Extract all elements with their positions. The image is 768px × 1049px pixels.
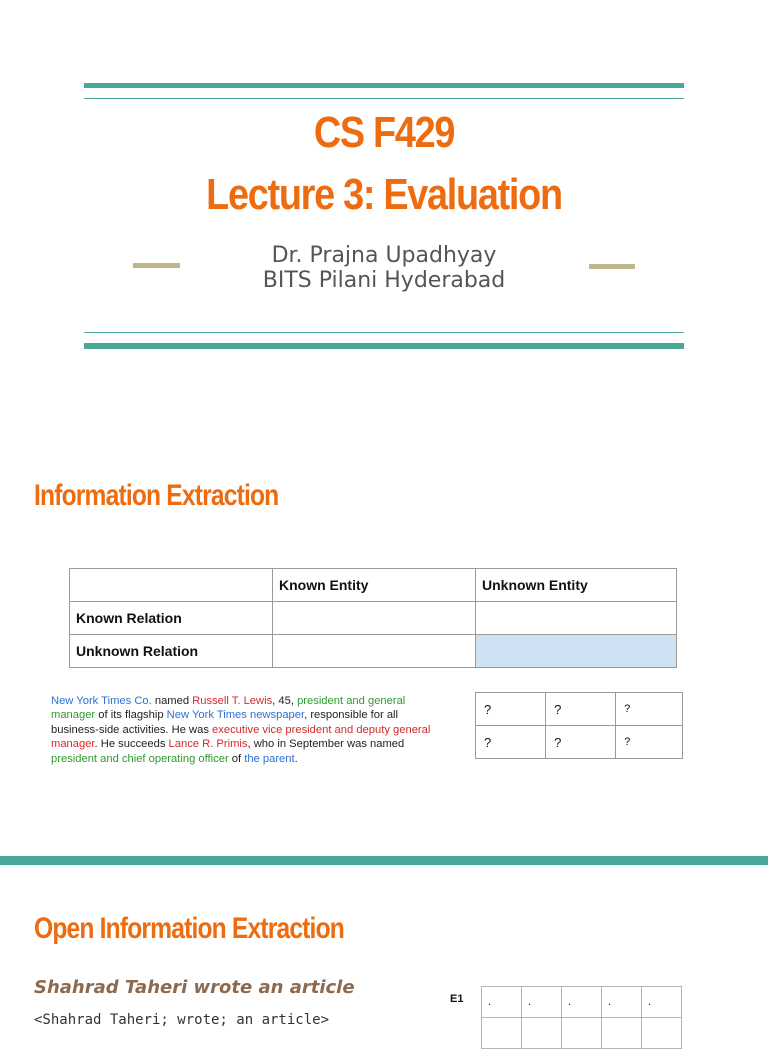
course-title: CS F429 — [313, 108, 455, 157]
grid-cell: . — [602, 987, 642, 1018]
grid-row-label: E1 — [450, 993, 464, 1005]
text-span: named — [151, 695, 193, 707]
ie-table-corner — [70, 569, 273, 602]
bottom-thin-rule — [84, 332, 684, 333]
lecture-title: Lecture 3: Evaluation — [206, 170, 562, 219]
entity-span: the parent — [244, 752, 295, 765]
example-sentence: Shahrad Taheri wrote an article — [34, 977, 355, 998]
ie-table-cell — [476, 602, 677, 635]
open-ie-heading: Open Information Extraction — [34, 912, 344, 945]
relation-span: executive vice president and deputy general manager — [51, 723, 431, 751]
question-cell: ? — [616, 693, 683, 726]
question-cell: ? — [616, 726, 683, 759]
entity-span: Russell T. Lewis — [192, 695, 273, 707]
grid-cell: . — [522, 987, 562, 1018]
text-span: of its flagship — [95, 709, 167, 722]
top-thin-rule — [84, 98, 684, 99]
grid-cell — [482, 1018, 522, 1049]
entity-span: New York Times Co. — [51, 695, 152, 707]
text-span: , 45, — [272, 695, 298, 707]
relation-span: president and chief operating officer — [51, 752, 229, 765]
entity-grid — [481, 986, 682, 1049]
question-table — [475, 692, 683, 759]
text-span: . He succeeds — [94, 738, 169, 751]
grid-cell: . — [482, 987, 522, 1018]
author-institution: BITS Pilani Hyderabad — [262, 268, 506, 293]
ie-table — [69, 568, 677, 668]
question-cell: ? — [476, 726, 546, 759]
question-cell: ? — [546, 726, 616, 759]
grid-cell — [642, 1018, 682, 1049]
ie-table-cell-highlighted — [476, 635, 677, 668]
grid-cell — [602, 1018, 642, 1049]
text-span: , responsible for all business-side activities. He was — [51, 709, 399, 736]
question-cell: ? — [476, 693, 546, 726]
grid-cell — [522, 1018, 562, 1049]
text-span: . — [294, 752, 298, 765]
text-span: , who in September was named — [247, 738, 405, 751]
ie-table-row-known-relation: Known Relation — [70, 602, 273, 635]
author-name: Dr. Prajna Upadhyay — [271, 243, 497, 268]
bottom-thick-rule — [84, 343, 684, 349]
ie-table-row-unknown-relation: Unknown Relation — [70, 635, 273, 668]
top-thick-rule — [84, 83, 684, 88]
ie-table-cell — [273, 635, 476, 668]
example-triple: <Shahrad Taheri; wrote; an article> — [34, 1012, 330, 1028]
example-paragraph — [51, 694, 431, 766]
question-cell: ? — [546, 693, 616, 726]
relation-span: president and general manager — [51, 695, 406, 722]
grid-cell: . — [562, 987, 602, 1018]
slide-separator — [0, 856, 768, 865]
grid-cell — [562, 1018, 602, 1049]
ie-table-header-unknown-entity: Unknown Entity — [476, 569, 677, 602]
information-extraction-heading: Information Extraction — [34, 479, 279, 512]
grid-cell: . — [642, 987, 682, 1018]
text-span: of — [228, 752, 245, 765]
entity-span: New York Times newspaper — [166, 709, 305, 722]
entity-span: Lance R. Primis — [168, 738, 248, 751]
ie-table-cell — [273, 602, 476, 635]
ie-table-header-known-entity: Known Entity — [273, 569, 476, 602]
